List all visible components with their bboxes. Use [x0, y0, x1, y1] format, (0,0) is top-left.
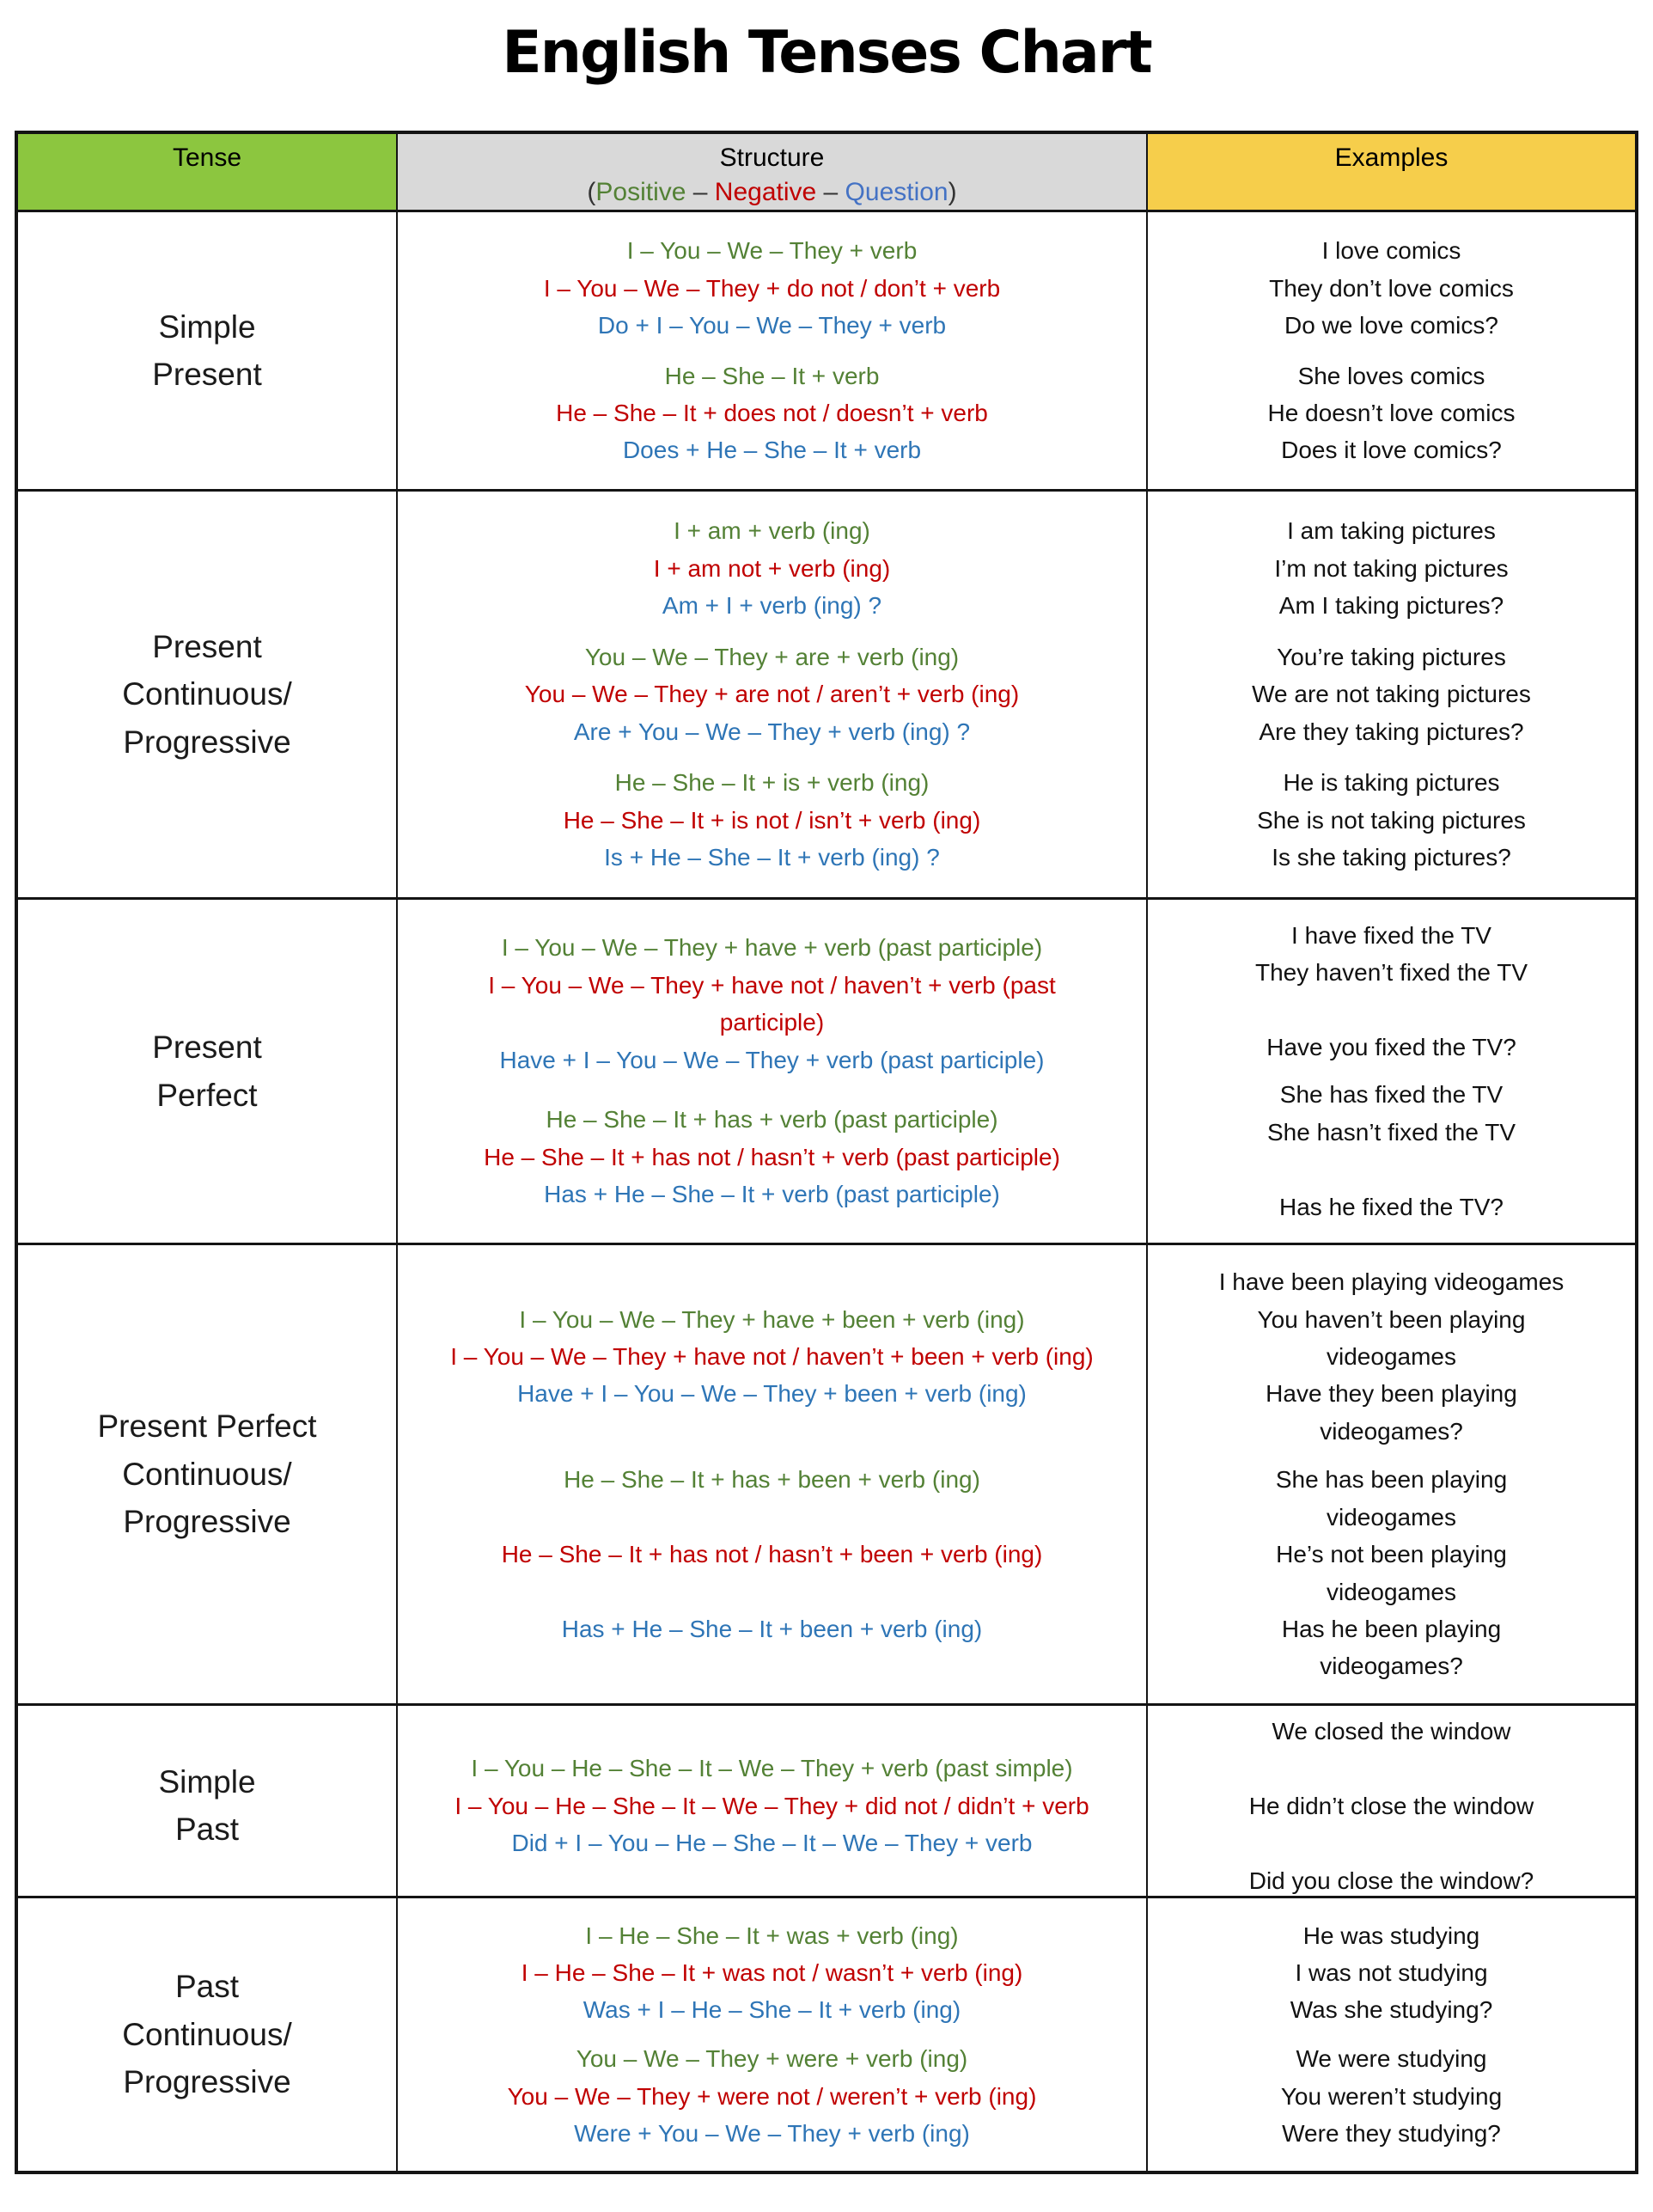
example-line: They don’t love comics [1269, 274, 1514, 302]
example-line: They haven’t fixed the TV [1255, 959, 1528, 987]
tense-label [122, 1963, 291, 2106]
example-line: Were they studying? [1282, 2120, 1501, 2148]
structure-line: I – You – We – They + have not / haven’t + verb (past participle) [488, 971, 1056, 1036]
example-line: She is not taking pictures [1257, 806, 1526, 834]
header-examples-label: Examples [1334, 144, 1449, 172]
example-line [1249, 1824, 1534, 1861]
example-line [1249, 1750, 1534, 1787]
structure-group [448, 929, 1096, 1079]
structure-line: Is + He – She – It + verb (ing) ? [604, 844, 940, 871]
structure-line: I – He – She – It + was not / wasn’t + verb (ing) [521, 1958, 1023, 1986]
question-label: Question [845, 177, 948, 206]
example-group [1274, 512, 1508, 624]
example-line: He was studying [1302, 1922, 1480, 1949]
structure-group [450, 1301, 1093, 1413]
example-line: Have you fixed the TV? [1266, 1034, 1516, 1061]
structure-line: He – She – It + is not / isn’t + verb (ing) [563, 806, 981, 834]
paren-open: ( [587, 177, 596, 206]
structure-group [564, 764, 981, 876]
structure-group [484, 1101, 1060, 1213]
example-line: Did you close the window? [1248, 1867, 1534, 1894]
example-line: Have they been playing videogames? [1266, 1380, 1517, 1445]
structure-line: I + am + verb (ing) [674, 517, 870, 545]
example-group [1267, 1076, 1516, 1225]
structure-cell [396, 212, 1146, 489]
structure-cell [396, 1706, 1146, 1906]
table-row [18, 210, 1635, 489]
examples-cell [1146, 492, 1635, 897]
structure-cell [396, 492, 1146, 897]
structure-line: He – She – It + does not / doesn’t + verb [556, 400, 988, 426]
example-group [1211, 1263, 1571, 1450]
structure-line: Does + He – She – It + verb [622, 437, 922, 464]
tense-label-line: Progressive [123, 724, 291, 760]
structure-line: Has + He – She – It + verb (past participle) [544, 1181, 1000, 1208]
separator-dash: – [816, 177, 845, 206]
example-line: We are not taking pictures [1252, 681, 1531, 708]
negative-label: Negative [714, 177, 817, 206]
example-group [1281, 2040, 1502, 2152]
structure-line: Have + I – You – We – They + verb (past participle) [499, 1046, 1045, 1073]
structure-line: I – You – He – She – It – We – They + verb (past simple) [471, 1755, 1073, 1782]
example-line: Is she taking pictures? [1272, 844, 1511, 871]
structure-group [508, 2040, 1037, 2152]
structure-line: I – You – We – They + have + verb (past participle) [501, 934, 1043, 962]
example-line: She has been playing videogames [1275, 1466, 1508, 1531]
example-line: You’re taking pictures [1277, 643, 1506, 670]
tense-label-line: Continuous/ [122, 676, 292, 712]
example-line: She hasn’t fixed the TV [1267, 1118, 1516, 1146]
example-line: Has he been playing videogames? [1281, 1615, 1502, 1680]
example-line: We were studying [1296, 2045, 1487, 2073]
tense-label-line: Simple [158, 1763, 256, 1800]
table-header-row [18, 134, 1635, 210]
header-tense-label: Tense [172, 144, 242, 172]
example-line: I have fixed the TV [1291, 921, 1491, 949]
structure-line: He – She – It + is + verb (ing) [614, 769, 930, 797]
table-row [18, 489, 1635, 897]
example-line: I was not studying [1295, 1958, 1488, 1986]
tense-cell [18, 900, 396, 1243]
structure-line: I – You – We – They + have not / haven’t + been + verb (ing) [450, 1343, 1094, 1371]
structure-cell [396, 1245, 1146, 1703]
example-group [1252, 639, 1531, 750]
tense-label-line: Past [174, 1969, 240, 2005]
example-line: I love comics [1321, 237, 1461, 265]
structure-subtitle [587, 175, 956, 210]
separator-dash: – [686, 177, 715, 206]
tense-label-line: Present [152, 357, 262, 392]
example-line: I’m not taking pictures [1274, 554, 1509, 582]
structure-line: You – We – They + are not / aren’t + verb (ing) [524, 681, 1020, 708]
tense-cell [18, 212, 396, 489]
structure-line: He – She – It + verb [664, 362, 880, 389]
structure-line: Was + I – He – She – It + verb (ing) [583, 1996, 961, 2024]
structure-line [502, 1573, 1043, 1610]
tense-label-line: Present [152, 1030, 262, 1065]
page-title: English Tenses Chart [502, 19, 1151, 87]
structure-cell [396, 900, 1146, 1243]
examples-cell [1146, 1898, 1635, 2171]
example-line: Was she studying? [1290, 1996, 1493, 2024]
tense-label-line: Progressive [123, 2064, 291, 2100]
tense-label-line: Present Perfect [97, 1408, 317, 1445]
structure-group [654, 512, 890, 624]
example-line: I am taking pictures [1287, 517, 1496, 545]
structure-line: Have + I – You – We – They + been + verb (ing) [517, 1380, 1027, 1408]
tense-label-line: Continuous/ [122, 2016, 292, 2052]
tense-label-line: Continuous/ [122, 1456, 292, 1492]
examples-cell [1146, 1706, 1635, 1906]
example-line [1255, 992, 1528, 1029]
tense-label [152, 1024, 262, 1119]
example-group [1255, 917, 1528, 1066]
example-line: She loves comics [1297, 362, 1485, 389]
structure-line: I – You – He – She – It – We – They + did not / didn’t + verb [454, 1792, 1089, 1819]
structure-line: You – We – They + are + verb (ing) [584, 643, 960, 670]
structure-line: He – She – It + has not / hasn’t + been + verb (ing) [501, 1541, 1043, 1568]
structure-line: I + am not + verb (ing) [653, 554, 891, 582]
header-cell-examples [1146, 134, 1635, 210]
examples-cell [1146, 212, 1635, 489]
positive-label: Positive [595, 177, 686, 206]
structure-group [525, 639, 1019, 750]
tense-label-line: Perfect [156, 1077, 258, 1113]
structure-group [502, 1461, 1043, 1647]
table-row [18, 1703, 1635, 1896]
example-line: We closed the window [1272, 1718, 1511, 1745]
structure-line: Am + I + verb (ing) ? [662, 592, 882, 620]
example-group [1290, 1917, 1493, 2029]
example-line: Has he fixed the TV? [1279, 1193, 1504, 1220]
structure-line: He – She – It + has not / hasn’t + verb (past participle) [484, 1143, 1060, 1170]
structure-group [454, 1750, 1089, 1861]
tense-cell [18, 1245, 396, 1703]
tense-label-line: Simple [158, 309, 256, 345]
table-row [18, 1896, 1635, 2171]
structure-line: You – We – They + were + verb (ing) [576, 2045, 968, 2073]
example-line: I have been playing videogames [1218, 1268, 1565, 1296]
structure-line: I – You – We – They + have + been + verb (ing) [519, 1305, 1025, 1333]
example-line: Do we love comics? [1284, 312, 1498, 339]
structure-group [544, 232, 1000, 344]
example-line: He didn’t close the window [1248, 1792, 1534, 1819]
structure-group [522, 1917, 1023, 2029]
tense-cell [18, 1706, 396, 1906]
header-cell-tense [18, 134, 396, 210]
table-row [18, 897, 1635, 1243]
structure-line: Are + You – We – They + verb (ing) ? [573, 718, 971, 745]
tense-chart-table [15, 131, 1638, 2174]
tense-label [152, 303, 262, 399]
example-line: He doesn’t love comics [1267, 400, 1516, 426]
paren-close: ) [948, 177, 957, 206]
table-row [18, 1243, 1635, 1703]
structure-line: Did + I – You – He – She – It – We – They + verb [511, 1830, 1033, 1857]
tense-label [97, 1402, 316, 1546]
tense-label [158, 1758, 255, 1854]
structure-line: He – She – It + has + verb (past participle) [546, 1106, 998, 1133]
structure-line: Do + I – You – We – They + verb [597, 312, 947, 339]
tense-cell [18, 1898, 396, 2171]
example-group [1211, 1461, 1571, 1684]
tense-label-line: Present [152, 628, 262, 664]
examples-cell [1146, 1245, 1635, 1703]
structure-line [502, 1499, 1043, 1536]
example-group [1269, 232, 1514, 344]
example-line: Am I taking pictures? [1278, 592, 1504, 620]
examples-cell [1146, 900, 1635, 1243]
header-cell-structure [396, 134, 1146, 210]
example-line: Are they taking pictures? [1259, 718, 1524, 745]
example-line: He’s not been playing videogames [1276, 1541, 1507, 1605]
example-group [1268, 357, 1516, 469]
tense-label-line: Progressive [123, 1504, 291, 1540]
structure-line: I – You – We – They + verb [626, 237, 918, 265]
structure-group [556, 357, 988, 469]
example-line: You weren’t studying [1280, 2082, 1503, 2110]
structure-line: I – He – She – It + was + verb (ing) [585, 1922, 959, 1949]
example-line: You haven’t been playing videogames [1257, 1305, 1526, 1371]
header-structure-label: Structure [719, 144, 825, 172]
example-line: She has fixed the TV [1279, 1081, 1504, 1109]
example-line [1267, 1151, 1516, 1188]
example-group [1249, 1713, 1534, 1899]
tense-cell [18, 492, 396, 897]
tense-label-line: Past [174, 1812, 240, 1848]
structure-line: Has + He – She – It + been + verb (ing) [561, 1615, 983, 1642]
example-line: Does it love comics? [1281, 437, 1502, 464]
structure-line: Were + You – We – They + verb (ing) [574, 2120, 970, 2148]
structure-line: I – You – We – They + do not / don’t + verb [543, 274, 1001, 302]
example-group [1257, 764, 1526, 876]
structure-cell [396, 1898, 1146, 2171]
example-line: He is taking pictures [1283, 769, 1500, 797]
tense-label [122, 623, 291, 767]
structure-line: You – We – They + were not / weren’t + verb (ing) [507, 2082, 1037, 2110]
structure-line: He – She – It + has + been + verb (ing) [564, 1466, 980, 1494]
